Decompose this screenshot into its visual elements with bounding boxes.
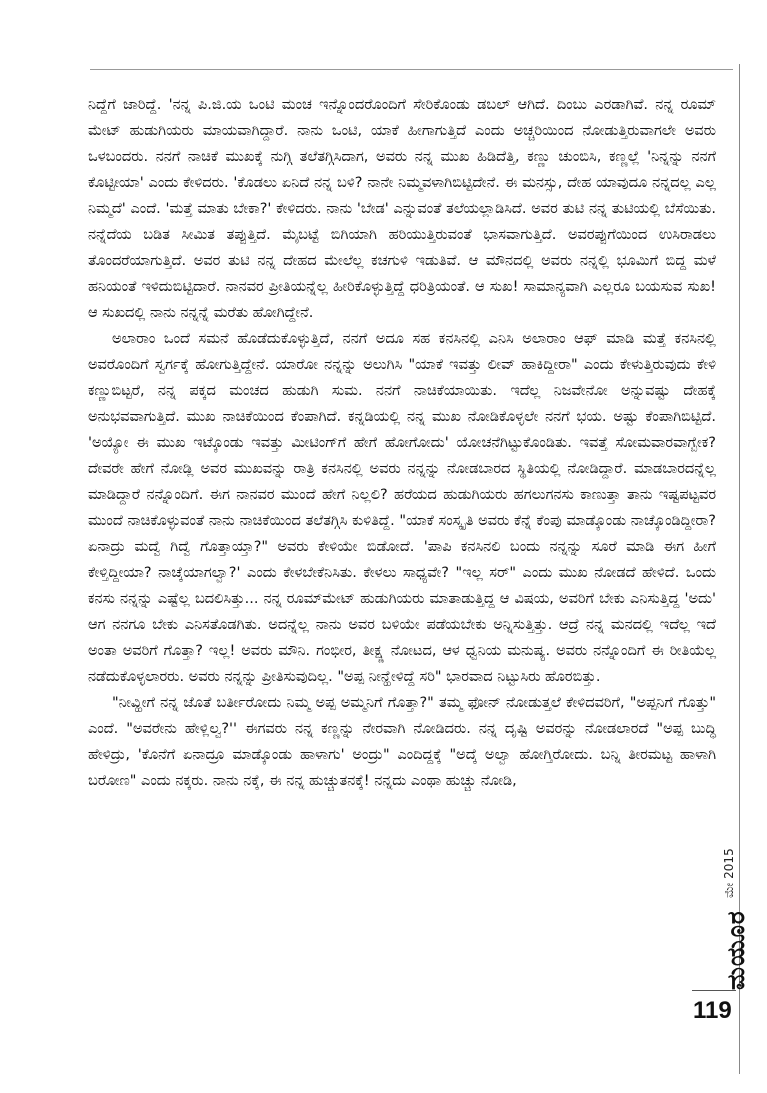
paragraph-3: "ನೀವ್ಹೀಗೆ ನನ್ನ ಜೊತೆ ಬರ್ತೀರೋದು ನಿಮ್ಮ ಅಪ್ಪ ಅಮ್ಮನಿಗೆ ಗೊತ್ತಾ?" ತಮ್ಮ ಫೋನ್ ನೋಡುತ್ತಲೆ ಕೇಳಿದವರಿಗೆ, "ಅಪ್ಪನಿಗೆ ಗೊತ್ತು" ಎಂದೆ. "ಅವರೇನು ಹೇಳ್ಲಿಲ್ವ?'' ಈಗವರು ನನ್ನ ಕಣ್ಣನ್ನು ನೇರವಾಗಿ ನೋಡಿದರು. ನನ್ನ ದೃಷ್ಟಿ ಅವರನ್ನು ನೋಡಲಾರದೆ "ಅಪ್ಪ ಬುದ್ಧಿ ಹೇಳಿದ್ರು, 'ಕೊನೆಗೆ ಏನಾದ್ರೂ ಮಾಡ್ಕೊಂಡು ಹಾಳಾಗು' ಅಂದ್ರು" ಎಂದಿದ್ದಕ್ಕೆ "ಅದ್ಕೆ ಅಲ್ವಾ ಹೋಗ್ತಿರೋದು. ಬನ್ನಿ ತೀರಮಟ್ಟ ಹಾಳಾಗಿ ಬರೋಣ" ಎಂದು ನಕ್ಕರು. ನಾನು ನಕ್ಕೆ, ಈ ನನ್ನ ಹುಚ್ಚುತನಕ್ಕೆ! ನನ್ನದು ಎಂಥಾ ಹುಚ್ಚು ನೋಡಿ, xyxy=(88,695,716,789)
magazine-name: ಮಯೂರ xyxy=(722,910,750,990)
issue-date: ಮೇ 2015 xyxy=(722,848,736,898)
paragraph-2: ಅಲಾರಾಂ ಒಂದೆ ಸಮನೆ ಹೊಡೆದುಕೊಳ್ಳುತ್ತಿದೆ, ನನಗೆ ಅದೂ ಸಹ ಕನಸಿನಲ್ಲಿ ಎನಿಸಿ ಅಲಾರಾಂ ಆಫ್ ಮಾಡಿ ಮತ್ತೆ ಕನಸಿನಲ್ಲಿ ಅವರೊಂದಿಗೆ ಸ್ವರ್ಗಕ್ಕೆ ಹೋಗುತ್ತಿದ್ದೇನೆ. ಯಾರೋ ನನ್ನನ್ನು ಅಲುಗಿಸಿ "ಯಾಕೆ ಇವತ್ತು ಲೀವ್ ಹಾಕಿದ್ದೀರಾ" ಎಂದು ಕೇಳುತ್ತಿರುವುದು ಕೇಳಿ ಕಣ್ಣುಬಿಟ್ಟರೆ, ನನ್ನ ಪಕ್ಕದ ಮಂಚದ ಹುಡುಗಿ ಸುಮ. ನನಗೆ ನಾಚಿಕೆಯಾಯಿತು. ಇದೆಲ್ಲ ನಿಜವೇನೋ ಅನ್ನುವಷ್ಟು ದೇಹಕ್ಕೆ ಅನುಭವವಾಗುತ್ತಿದೆ. ಮುಖ ನಾಚಿಕೆಯಿಂದ ಕೆಂಪಾಗಿದೆ. ಕನ್ನಡಿಯಲ್ಲಿ ನನ್ನ ಮುಖ ನೋಡಿಕೊಳ್ಳಲೇ ನನಗೆ ಭಯ. ಅಷ್ಟು ಕೆಂಪಾಗಿಬಿಟ್ಟಿದೆ. 'ಅಯ್ಯೋ ಈ ಮುಖ ಇಟ್ಕೊಂಡು ಇವತ್ತು ಮೀಟಿಂಗ್‌ಗೆ ಹೇಗೆ ಹೋಗೋದು' ಯೋಚನೆಗಿಟ್ಟುಕೊಂಡಿತು. ಇವತ್ತೆ ಸೋಮವಾರವಾಗ್ಬೇಕ? ದೇವರೇ ಹೇಗೆ ನೋಡ್ಲಿ ಅವರ ಮುಖವನ್ನು ರಾತ್ರಿ ಕನಸಿನಲ್ಲಿ ಅವರು ನನ್ನನ್ನು ನೋಡಬಾರದ ಸ್ಥಿತಿಯಲ್ಲಿ ನೋಡಿದ್ದಾರೆ. ಮಾಡಬಾರದನ್ನೆಲ್ಲ ಮಾಡಿದ್ದಾರೆ ನನ್ನೊಂದಿಗೆ. ಈಗ ನಾನವರ ಮುಂದೆ ಹೇಗೆ ನಿಲ್ಲಲಿ? ಹರೆಯದ ಹುಡುಗಿಯರು ಹಗಲುಗನಸು ಕಾಣುತ್ತಾ ತಾನು ಇಷ್ಟಪಟ್ಟವರ ಮುಂದೆ ನಾಚಿಕೊಳ್ಳುವಂತೆ ನಾನು ನಾಚಿಕೆಯಿಂದ ತಲೆತಗ್ಗಿಸಿ ಕುಳಿತಿದ್ದೆ. "ಯಾಕೆ ಸಂಸ್ಕೃತಿ ಅವರು ಕೆನ್ನೆ ಕೆಂಪು ಮಾಡ್ಕೊಂಡು ನಾಚ್ಕೊಂಡಿದ್ದೀರಾ? ಏನಾದ್ರು ಮದ್ವೆ ಗಿದ್ವೆ ಗೊತ್ತಾಯ್ತಾ?" ಅವರು ಕೇಳಿಯೇ ಬಿಡೋದೆ. 'ಪಾಪಿ ಕನಸಿನಲಿ ಬಂದು ನನ್ನನ್ನು ಸೂರೆ ಮಾಡಿ ಈಗ ಹೀಗೆ ಕೇಳ್ತಿದ್ದೀಯಾ? ನಾಚ್ಕೆಯಾಗಲ್ವಾ?' ಎಂದು ಕೇಳಬೇಕೆನಿಸಿತು. ಕೇಳಲು ಸಾಧ್ಯವೇ? "ಇಲ್ಲ ಸರ್" ಎಂದು ಮುಖ ನೋಡದೆ ಹೇಳಿದೆ. ಒಂದು ಕನಸು ನನ್ನನ್ನು ಎಷ್ಟೆಲ್ಲ ಬದಲಿಸಿತ್ತು... ನನ್ನ ರೂಮ್‌ಮೇಟ್ ಹುಡುಗಿಯರು ಮಾತಾಡುತ್ತಿದ್ದ ಆ ವಿಷಯ, ಅವರಿಗೆ ಬೇಕು ಎನಿಸುತ್ತಿದ್ದ 'ಅದು' ಆಗ ನನಗೂ ಬೇಕು ಎನಿಸತೊಡಗಿತು. ಅದನ್ನೆಲ್ಲ ನಾನು ಅವರ ಬಳಿಯೇ ಪಡೆಯಬೇಕು ಅನ್ನಿಸುತ್ತಿತ್ತು. ಆದ್ರೆ ನನ್ನ ಮನದಲ್ಲಿ ಇದೆಲ್ಲ ಇದೆ ಅಂತಾ ಅವರಿಗೆ ಗೊತ್ತಾ? ಇಲ್ಲ! ಅವರು ಮೌನಿ. ಗಂಭೀರ, ತೀಕ್ಷ್ಣ ನೋಟದ, ಆಳ ಧ್ವನಿಯ ಮನುಷ್ಯ. ಅವರು ನನ್ನೊಂದಿಗೆ ಈ ರೀತಿಯೆಲ್ಲ ನಡೆದುಕೊಳ್ಳಲಾರರು. ಅವರು ನನ್ನನ್ನು ಪ್ರೀತಿಸುವುದಿಲ್ಲ. "ಅಪ್ಪ ನೀನ್ಹೇಳಿದ್ದೆ ಸರಿ" ಭಾರವಾದ ನಿಟ್ಟುಸಿರು ಹೊರಬಿತ್ತು. xyxy=(88,331,716,685)
folio-rule xyxy=(692,990,736,991)
magazine-sidebar xyxy=(708,828,750,990)
article-body xyxy=(88,92,716,794)
paragraph-1: ನಿದ್ದೆಗೆ ಜಾರಿದ್ದೆ. 'ನನ್ನ ಪಿ.ಜಿ.ಯ ಒಂಟಿ ಮಂಚ ಇನ್ನೊಂದರೊಂದಿಗೆ ಸೇರಿಕೊಂಡು ಡಬಲ್ ಆಗಿದೆ. ದಿಂಬು ಎರಡಾಗಿವೆ. ನನ್ನ ರೂಮ್ ಮೇಟ್ ಹುಡುಗಿಯರು ಮಾಯವಾಗಿದ್ದಾರೆ. ನಾನು ಒಂಟಿ, ಯಾಕೆ ಹೀಗಾಗುತ್ತಿದೆ ಎಂದು ಅಚ್ಚರಿಯಿಂದ ನೋಡುತ್ತಿರುವಾಗಲೇ ಅವರು ಒಳಬಂದರು. ನನಗೆ ನಾಚಿಕೆ ಮುಖಕ್ಕೆ ನುಗ್ಗಿ ತಲೆತಗ್ಗಿಸಿದಾಗ, ಅವರು ನನ್ನ ಮುಖ ಹಿಡಿದೆತ್ತಿ, ಕಣ್ಣು ಚುಂಬಿಸಿ, ಕಣ್ಣಲ್ಲೆ 'ನಿನ್ನನ್ನು ನನಗೆ ಕೊಟ್ಟೀಯಾ' ಎಂದು ಕೇಳಿದರು. 'ಕೊಡಲು ಏನಿದೆ ನನ್ನ ಬಳಿ? ನಾನೇ ನಿಮ್ಮವಳಾಗಿಬಿಟ್ಟಿದೇನೆ. ಈ ಮನಸ್ಸು, ದೇಹ ಯಾವುದೂ ನನ್ನದಲ್ಲ ಎಲ್ಲ ನಿಮ್ಮದೆ' ಎಂದೆ. 'ಮತ್ತೆ ಮಾತು ಬೇಕಾ?' ಕೇಳಿದರು. ನಾನು 'ಬೇಡ' ಎನ್ನುವಂತೆ ತಲೆಯಲ್ಲಾಡಿಸಿದೆ. ಅವರ ತುಟಿ ನನ್ನ ತುಟಿಯಲ್ಲಿ ಬೆಸೆಯಿತು. ನನ್ನೆದೆಯ ಬಡಿತ ಸೀಮಿತ ತಪ್ಪುತ್ತಿದೆ. ಮೈಬಟ್ಟೆ ಬಿಗಿಯಾಗಿ ಹರಿಯುತ್ತಿರುವಂತೆ ಭಾಸವಾಗುತ್ತಿದೆ. ಅವರಪ್ಪುಗೆಯಿಂದ ಉಸಿರಾಡಲು ತೊಂದರೆಯಾಗುತ್ತಿದೆ. ಅವರ ತುಟಿ ನನ್ನ ದೇಹದ ಮೇಲೆಲ್ಲ ಕಚಗುಳಿ ಇಡುತಿವೆ. ಆ ಮೌನದಲ್ಲಿ ಅವರು ನನ್ನಲ್ಲಿ ಭೂಮಿಗೆ ಬಿದ್ದ ಮಳೆ ಹನಿಯಂತೆ ಇಳಿದುಬಿಟ್ಟಿದಾರೆ. ನಾನವರ ಪ್ರೀತಿಯನ್ನೆಲ್ಲ ಹೀರಿಕೊಳ್ಳುತ್ತಿದ್ದೆ ಧರಿತ್ರಿಯಂತೆ. ಆ ಸುಖ! ಸಾಮಾನ್ಯವಾಗಿ ಎಲ್ಲರೂ ಬಯಸುವ ಸುಖ! ಆ ಸುಖದಲ್ಲಿ ನಾನು ನನ್ನನ್ನೆ ಮರೆತು ಹೋಗಿದ್ದೇನೆ. xyxy=(88,97,716,321)
page-number: 119 xyxy=(693,997,732,1024)
header-rule xyxy=(90,69,733,70)
